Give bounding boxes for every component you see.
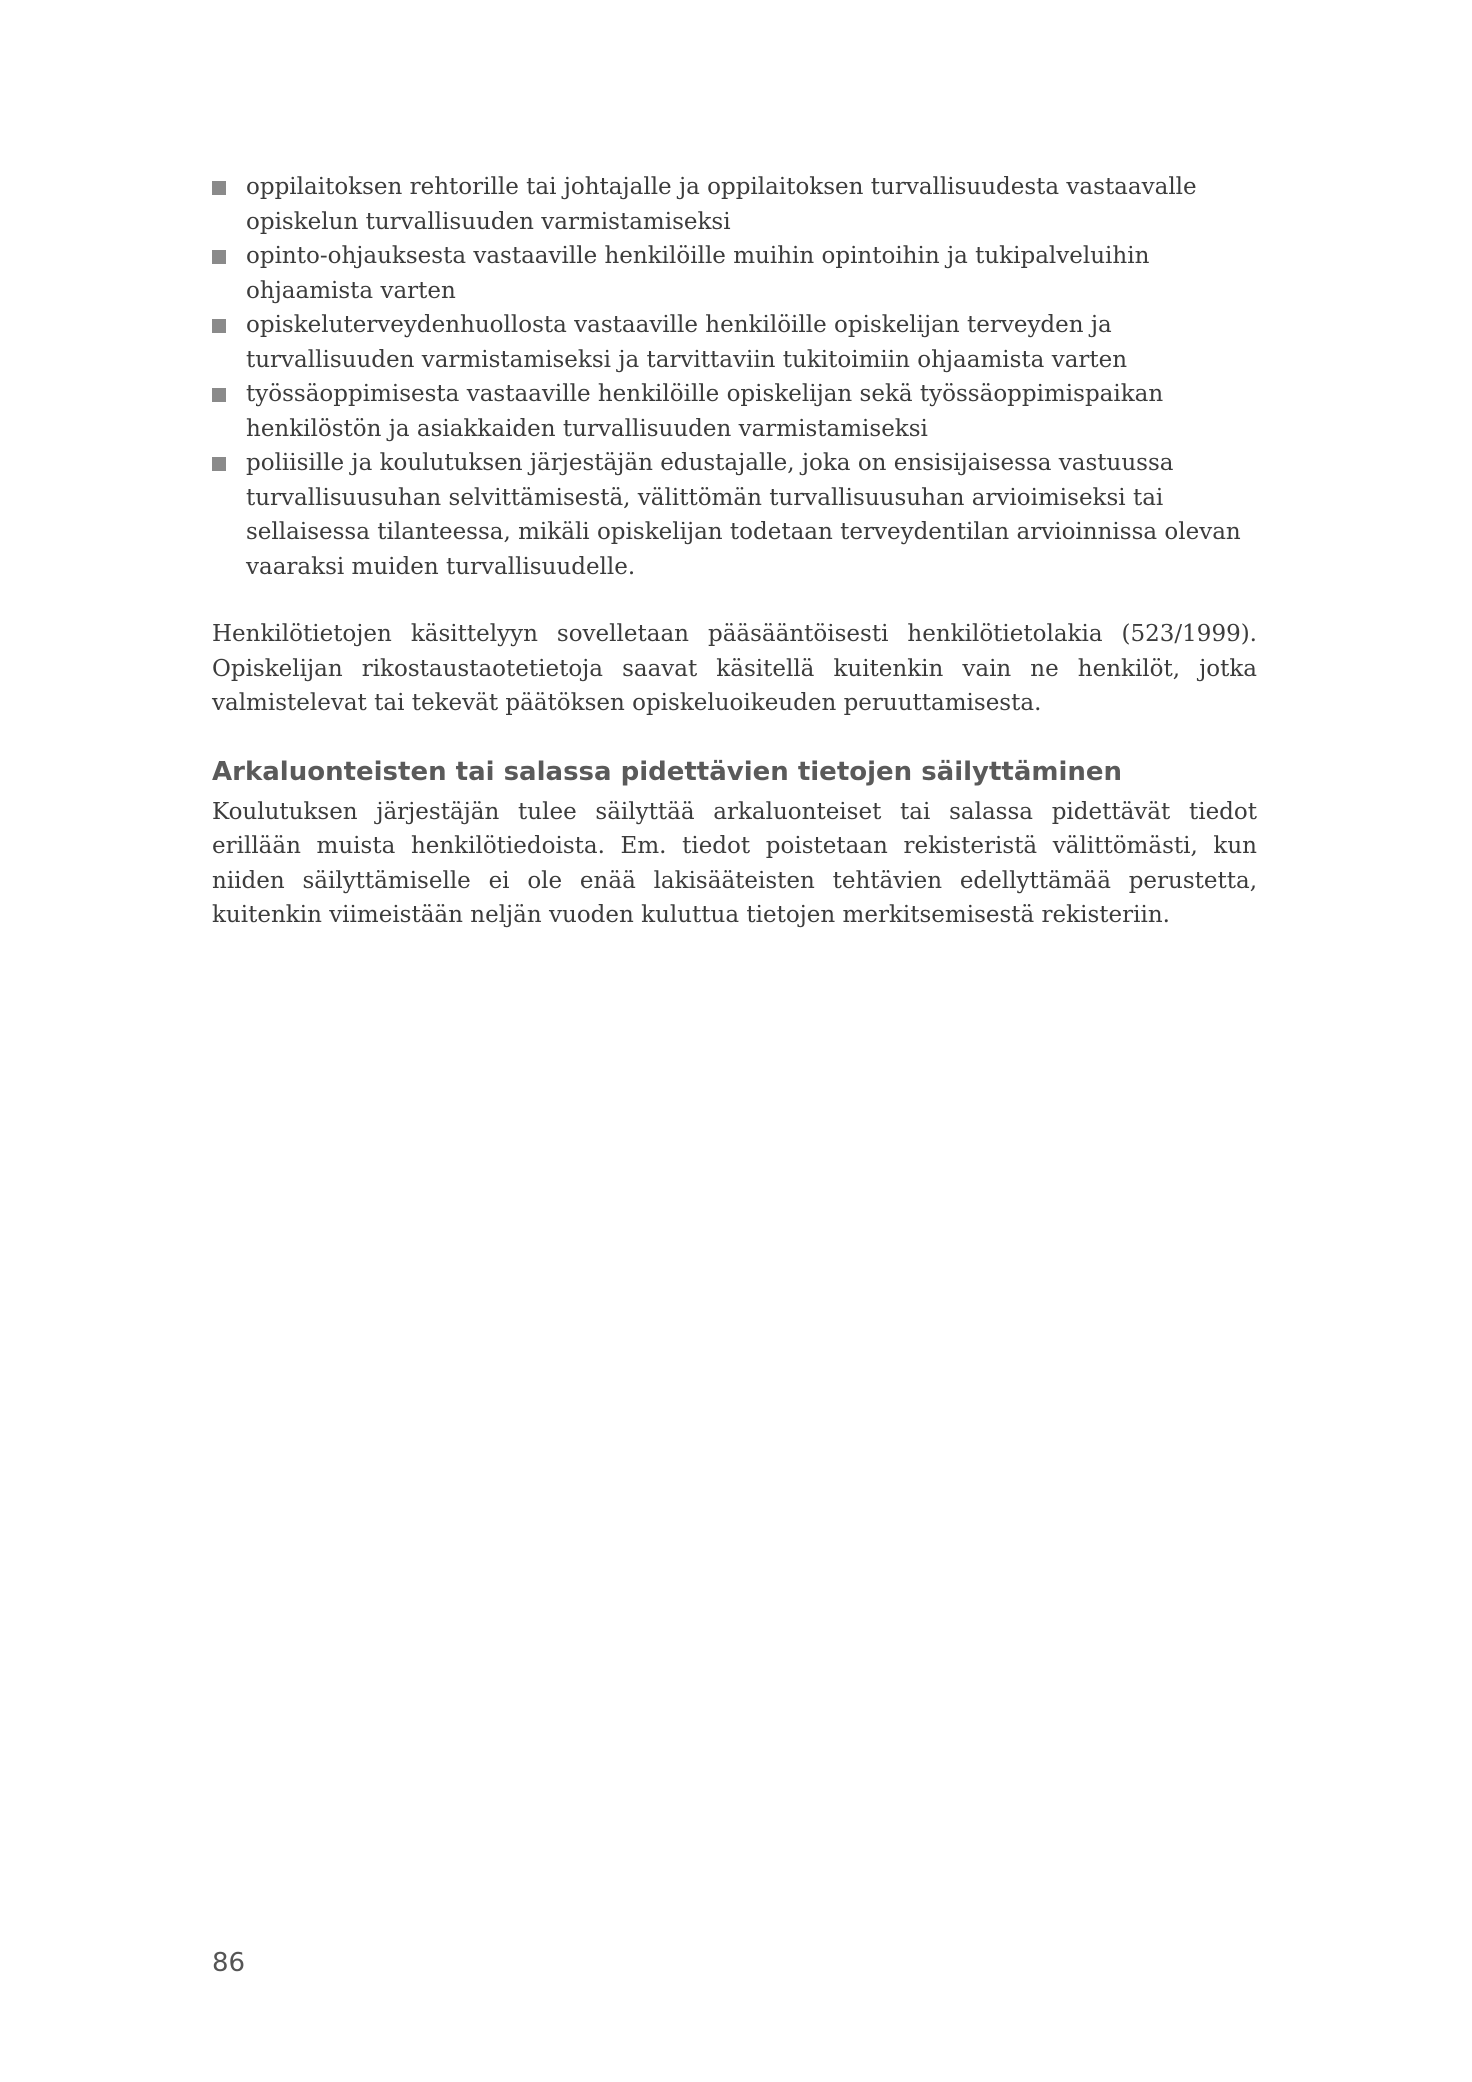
- square-bullet-icon: [212, 388, 226, 402]
- list-item: [212, 446, 1257, 584]
- square-bullet-icon: [212, 181, 226, 195]
- bullet-list: [212, 170, 1257, 584]
- square-bullet-icon: [212, 319, 226, 333]
- section-heading: Arkaluonteisten tai salassa pidettävien tietojen säilyttäminen: [212, 756, 1123, 787]
- list-item-text: opiskeluterveydenhuollosta vastaaville henkilöille opiskelijan terveyden ja turvallisuuden varmistamiseksi ja tarvittaviin tukitoimiin ohjaamista varten: [246, 312, 1128, 373]
- list-item-text: työssäoppimisesta vastaaville henkilöille opiskelijan sekä työssäoppimispaikan henkilöstön ja asiakkaiden turvallisuuden varmistamiseksi: [246, 381, 1164, 442]
- list-item: [212, 377, 1257, 446]
- list-item-text: opinto-ohjauksesta vastaaville henkilöille muihin opintoihin ja tukipalveluihin ohjaamista varten: [246, 243, 1150, 304]
- list-item: [212, 239, 1257, 308]
- page-number: 86: [212, 1948, 246, 1978]
- list-item: [212, 170, 1257, 239]
- square-bullet-icon: [212, 457, 226, 471]
- list-item-text: oppilaitoksen rehtorille tai johtajalle ja oppilaitoksen turvallisuudesta vastaavalle opiskelun turvallisuuden varmistamiseksi: [246, 174, 1197, 235]
- paragraph-data-retention: Koulutuksen järjestäjän tulee säilyttää arkaluonteiset tai salassa pidettävät tiedot erillään muista henkilötiedoista. Em. tiedot poistetaan rekisteristä välittömästi, kun niiden säilyttämiselle ei ole enää lakisääteisten tehtävien edellyttämää perustetta, kuitenkin viimeistään neljän vuoden kuluttua tietojen merkitsemisestä rekisteriin.: [212, 798, 1257, 928]
- page-content: [212, 170, 1257, 933]
- list-item-text: poliisille ja koulutuksen järjestäjän edustajalle, joka on ensisijaisessa vastuussa turvallisuusuhan selvittämisestä, välittömän turvallisuusuhan arvioimiseksi tai sellaisessa tilanteessa, mikäli opiskelijan todetaan terveydentilan arvioinnissa olevan vaaraksi muiden turvallisuudelle.: [246, 450, 1241, 580]
- list-item: [212, 308, 1257, 377]
- square-bullet-icon: [212, 250, 226, 264]
- paragraph-personal-data-act: Henkilötietojen käsittelyyn sovelletaan pääsääntöisesti henkilötietolakia (523/1999). Opiskelijan rikostaustaotetietoja saavat käsitellä kuitenkin vain ne henkilöt, jotka valmistelevat tai tekevät päätöksen opiskeluoikeuden peruuttamisesta.: [212, 621, 1257, 716]
